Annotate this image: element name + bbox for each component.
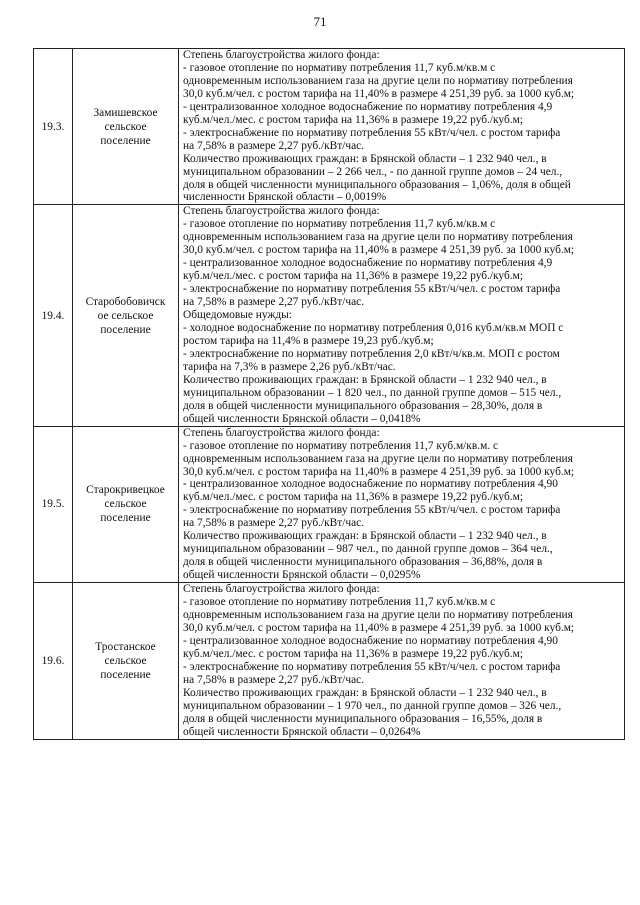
description-line: одновременным использованием газа на другие цели по нормативу потребления xyxy=(183,452,573,465)
settlement-name xyxy=(73,426,179,582)
description-line: 30,0 куб.м/чел. с ростом тарифа на 11,40% в размере 4 251,39 руб. за 1000 куб.м; xyxy=(183,621,575,634)
description-line: одновременным использованием газа на другие цели по нормативу потребления xyxy=(183,608,573,621)
settlement-name xyxy=(73,49,179,205)
row-number: 19.3. xyxy=(34,49,73,205)
settlement-name-line: поселение xyxy=(100,323,151,336)
description-line: куб.м/чел./мес. с ростом тарифа на 11,36% в размере 19,22 руб./куб.м; xyxy=(183,113,523,126)
settlements-table-body xyxy=(34,49,625,740)
description-line: - централизованное холодное водоснабжение по нормативу потребления 4,90 xyxy=(183,634,558,647)
description-line: Количество проживающих граждан: в Брянской области – 1 232 940 чел., в xyxy=(183,152,547,165)
row-number: 19.5. xyxy=(34,426,73,582)
description-line: Количество проживающих граждан: в Брянской области – 1 232 940 чел., в xyxy=(183,530,547,543)
settlement-name-line: сельское xyxy=(104,498,147,511)
description-line: - централизованное холодное водоснабжение по нормативу потребления 4,9 xyxy=(183,100,553,113)
description-line: общей численности Брянской области – 0,0418% xyxy=(183,412,421,425)
settlements-table xyxy=(33,48,625,740)
description-line: - холодное водоснабжение по нормативу потребления 0,016 куб.м/кв.м МОП с xyxy=(183,322,564,335)
description-line: тарифа на 7,3% в размере 2,26 руб./кВт/час. xyxy=(183,360,396,373)
settlement-description xyxy=(179,583,625,739)
description-line: муниципальном образовании – 987 чел., по данной группе домов – 364 чел., xyxy=(183,543,553,556)
description-line: численности Брянской области – 0,0019% xyxy=(183,191,387,204)
description-line: куб.м/чел./мес. с ростом тарифа на 11,36% в размере 19,22 руб./куб.м; xyxy=(183,491,523,504)
description-line: Степень благоустройства жилого фонда: xyxy=(183,426,380,439)
description-line: на 7,58% в размере 2,27 руб./кВт/час. xyxy=(183,139,365,152)
settlement-name-line: ое сельское xyxy=(97,309,154,322)
description-line: Степень благоустройства жилого фонда: xyxy=(183,583,380,596)
settlement-name xyxy=(73,583,179,739)
description-line: - электроснабжение по нормативу потребления 55 кВт/ч/чел. с ростом тарифа xyxy=(183,283,561,296)
description-line: куб.м/чел./мес. с ростом тарифа на 11,36% в размере 19,22 руб./куб.м; xyxy=(183,270,523,283)
description-line: доля в общей численности муниципального образования – 1,06%, доля в общей xyxy=(183,178,571,191)
description-line: на 7,58% в размере 2,27 руб./кВт/час. xyxy=(183,517,365,530)
settlement-name-line: поселение xyxy=(100,512,151,525)
settlement-name-line: сельское xyxy=(104,120,147,133)
description-line: доля в общей численности муниципального образования – 36,88%, доля в xyxy=(183,556,543,569)
description-line: на 7,58% в размере 2,27 руб./кВт/час. xyxy=(183,673,365,686)
description-line: куб.м/чел./мес. с ростом тарифа на 11,36% в размере 19,22 руб./куб.м; xyxy=(183,647,523,660)
description-line: - электроснабжение по нормативу потребления 2,0 кВт/ч/кв.м. МОП с ростом xyxy=(183,347,560,360)
description-line: Количество проживающих граждан: в Брянской области – 1 232 940 чел., в xyxy=(183,686,547,699)
table-row xyxy=(34,205,625,426)
description-line: Количество проживающих граждан: в Брянской области – 1 232 940 чел., в xyxy=(183,373,547,386)
description-line: 30,0 куб.м/чел. с ростом тарифа на 11,40% в размере 4 251,39 руб. за 1000 куб.м; xyxy=(183,244,575,257)
description-line: - газовое отопление по нормативу потребления 11,7 куб.м/кв.м с xyxy=(183,61,496,74)
page-number: 71 xyxy=(313,14,327,29)
settlement-description xyxy=(179,205,625,426)
description-line: общей численности Брянской области – 0,0264% xyxy=(183,725,421,738)
row-number: 19.4. xyxy=(34,205,73,426)
description-line: общей численности Брянской области – 0,0295% xyxy=(183,569,421,582)
description-line: одновременным использованием газа на другие цели по нормативу потребления xyxy=(183,74,573,87)
description-line: Общедомовые нужды: xyxy=(183,309,292,322)
description-line: муниципальном образовании – 2 266 чел., - по данной группе домов – 24 чел., xyxy=(183,165,563,178)
description-line: - централизованное холодное водоснабжение по нормативу потребления 4,90 xyxy=(183,478,558,491)
row-number: 19.6. xyxy=(34,583,73,739)
description-line: муниципальном образовании – 1 970 чел., по данной группе домов – 326 чел., xyxy=(183,699,562,712)
description-line: - газовое отопление по нормативу потребления 11,7 куб.м/кв.м с xyxy=(183,596,496,609)
table-row xyxy=(34,583,625,739)
settlement-description xyxy=(179,426,625,582)
description-line: доля в общей численности муниципального образования – 28,30%, доля в xyxy=(183,399,543,412)
settlement-name-line: сельское xyxy=(104,654,147,667)
table-row xyxy=(34,426,625,582)
description-line: - электроснабжение по нормативу потребления 55 кВт/ч/чел. с ростом тарифа xyxy=(183,126,561,139)
description-line: на 7,58% в размере 2,27 руб./кВт/час. xyxy=(183,296,365,309)
settlement-description xyxy=(179,49,625,205)
settlement-name-line: Тростанское xyxy=(95,640,156,653)
settlement-name xyxy=(73,205,179,426)
settlement-name-line: поселение xyxy=(100,134,151,147)
description-line: Степень благоустройства жилого фонда: xyxy=(183,49,380,61)
description-line: муниципальном образовании – 1 820 чел., по данной группе домов – 515 чел., xyxy=(183,386,562,399)
description-line: Степень благоустройства жилого фонда: xyxy=(183,205,380,218)
settlement-name-line: Старобобовичск xyxy=(85,295,166,308)
description-line: 30,0 куб.м/чел. с ростом тарифа на 11,40% в размере 4 251,39 руб. за 1000 куб.м; xyxy=(183,465,575,478)
description-line: одновременным использованием газа на другие цели по нормативу потребления xyxy=(183,231,573,244)
settlement-name-line: Замишевское xyxy=(93,106,158,119)
description-line: доля в общей численности муниципального образования – 16,55%, доля в xyxy=(183,712,543,725)
settlement-name-line: поселение xyxy=(100,668,151,681)
settlement-name-line: Старокривецкое xyxy=(86,484,165,497)
description-line: 30,0 куб.м/чел. с ростом тарифа на 11,40% в размере 4 251,39 руб. за 1000 куб.м; xyxy=(183,87,575,100)
description-line: - газовое отопление по нормативу потребления 11,7 куб.м/кв.м. с xyxy=(183,439,499,452)
table-row xyxy=(34,49,625,205)
description-line: - электроснабжение по нормативу потребления 55 кВт/ч/чел. с ростом тарифа xyxy=(183,504,561,517)
description-line: - газовое отопление по нормативу потребления 11,7 куб.м/кв.м с xyxy=(183,218,496,231)
description-line: - централизованное холодное водоснабжение по нормативу потребления 4,9 xyxy=(183,257,553,270)
description-line: - электроснабжение по нормативу потребления 55 кВт/ч/чел. с ростом тарифа xyxy=(183,660,561,673)
description-line: ростом тарифа на 11,4% в размере 19,23 руб./куб.м; xyxy=(183,334,434,347)
